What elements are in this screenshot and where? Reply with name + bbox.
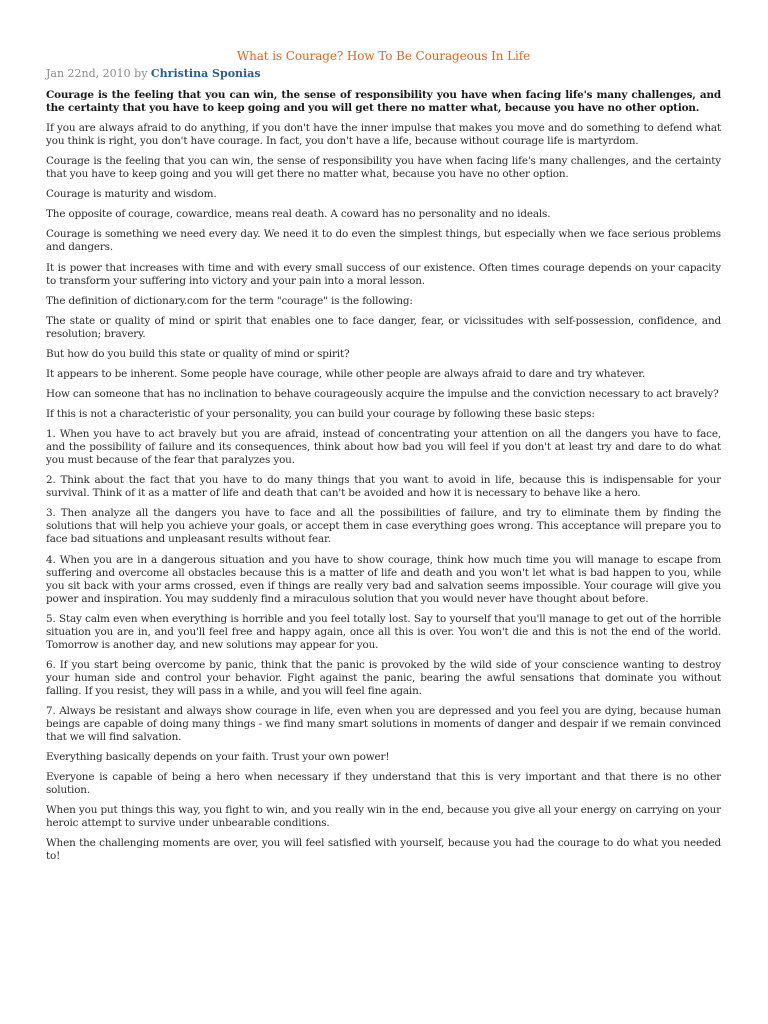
paragraph: Everything basically depends on your faith. Trust your own power! bbox=[46, 750, 390, 763]
lead-paragraph: Courage is the feeling that you can win, the sense of responsibility you have when facing life's many challenges, and the certainty that you have to keep going and you will get there no matter what, because you have no other option. bbox=[46, 89, 721, 114]
article-title[interactable]: What is Courage? How To Be Courageous In Life bbox=[236, 49, 531, 63]
paragraph: Everyone is capable of being a hero when necessary if they understand that this is very important and that there is no other solution. bbox=[46, 770, 721, 796]
paragraph: Courage is the feeling that you can win, the sense of responsibility you have when facing life's many challenges, and the certainty that you have to keep going and you will get there no matter what, because you have no other option. bbox=[46, 155, 721, 181]
step-2: 2. Think about the fact that you have to do many things that you want to avoid in life, because this is indispensable for your survival. Think of it as a matter of life and death that can't be avoided and how it is necessary to behave like a hero. bbox=[46, 474, 721, 500]
step-5: 5. Stay calm even when everything is horrible and you feel totally lost. Say to yourself that you'll manage to get out of the horrible situation you are in, and you'll feel free and happy again, once all this is over. You won't die and this is not the end of the world. Tomorrow is another day, and new solutions may appear for you. bbox=[46, 612, 721, 651]
paragraph: When you put things this way, you fight to win, and you really win in the end, because you give all your energy on carrying on your heroic attempt to survive under unbearable conditions. bbox=[46, 804, 721, 830]
step-7: 7. Always be resistant and always show courage in life, even when you are depressed and you feel you are dying, because human beings are capable of doing many things - we find many smart solutions in moments of danger and despair if we remain convinced that we will find salvation. bbox=[46, 704, 721, 743]
paragraph: But how do you build this state or quality of mind or spirit? bbox=[46, 347, 350, 360]
author-link[interactable]: Christina Sponias bbox=[150, 67, 261, 80]
step-4: 4. When you are in a dangerous situation and you have to show courage, think how much time you will manage to escape from suffering and overcome all obstacles because this is a matter of life and death and you won't let what is bad happen to you, while you sit back with your arms crossed, even if things are really very bad and salvation seems impossible. Your courage will give you power and inspiration. You may suddenly find a miraculous solution that you would never have thought about before. bbox=[46, 553, 721, 605]
step-6: 6. If you start being overcome by panic, think that the panic is provoked by the wild side of your conscience wanting to destroy your human side and control your behavior. Fight against the panic, bearing the awful sensations that dominate you without falling. If you resist, they will pass in a while, and you will feel fine again. bbox=[46, 658, 721, 697]
paragraph: Courage is something we need every day. We need it to do even the simplest things, but especially when we face serious problems and dangers. bbox=[46, 228, 721, 254]
byline bbox=[46, 67, 721, 81]
paragraph: The definition of dictionary.com for the term "courage" is the following: bbox=[46, 294, 413, 307]
paragraph: It is power that increases with time and with every small success of our existence. Often times courage depends on your capacity to transform your suffering into victory and your pain into a moral lesson. bbox=[46, 261, 721, 287]
step-3: 3. Then analyze all the dangers you have to face and all the possibilities of failure, and try to eliminate them by finding the solutions that will help you achieve your goals, or accept them in case everything goes wrong. This acceptance will prepare you to face bad situations and unpleasant results without fear. bbox=[46, 507, 721, 546]
post-date: Jan 22nd, 2010 by bbox=[46, 67, 151, 80]
paragraph: If you are always afraid to do anything, if you don't have the inner impulse that makes you move and do something to defend what you think is right, you don't have courage. In fact, you don't have a life, because without courage life is martyrdom. bbox=[46, 122, 721, 148]
article-body bbox=[46, 122, 721, 863]
step-1: 1. When you have to act bravely but you are afraid, instead of concentrating your attention on all the dangers you have to face, and the possibility of failure and its consequences, think about how bad you will feel if you don't at least try and dare to do what you must because of the fear that paralyzes you. bbox=[46, 428, 721, 467]
paragraph: The opposite of courage, cowardice, means real death. A coward has no personality and no ideals. bbox=[46, 208, 551, 221]
paragraph: If this is not a characteristic of your personality, you can build your courage by following these basic steps: bbox=[46, 408, 595, 421]
paragraph: It appears to be inherent. Some people have courage, while other people are always afraid to dare and try whatever. bbox=[46, 367, 646, 380]
closing-paragraph: When the challenging moments are over, you will feel satisfied with yourself, because you had the courage to do what you needed to! bbox=[46, 837, 721, 863]
definition-paragraph: The state or quality of mind or spirit that enables one to face danger, fear, or vicissitudes with self-possession, confidence, and resolution; bravery. bbox=[46, 314, 721, 340]
paragraph: Courage is maturity and wisdom. bbox=[46, 188, 217, 201]
paragraph: How can someone that has no inclination to behave courageously acquire the impulse and the conviction necessary to act bravely? bbox=[46, 388, 719, 401]
